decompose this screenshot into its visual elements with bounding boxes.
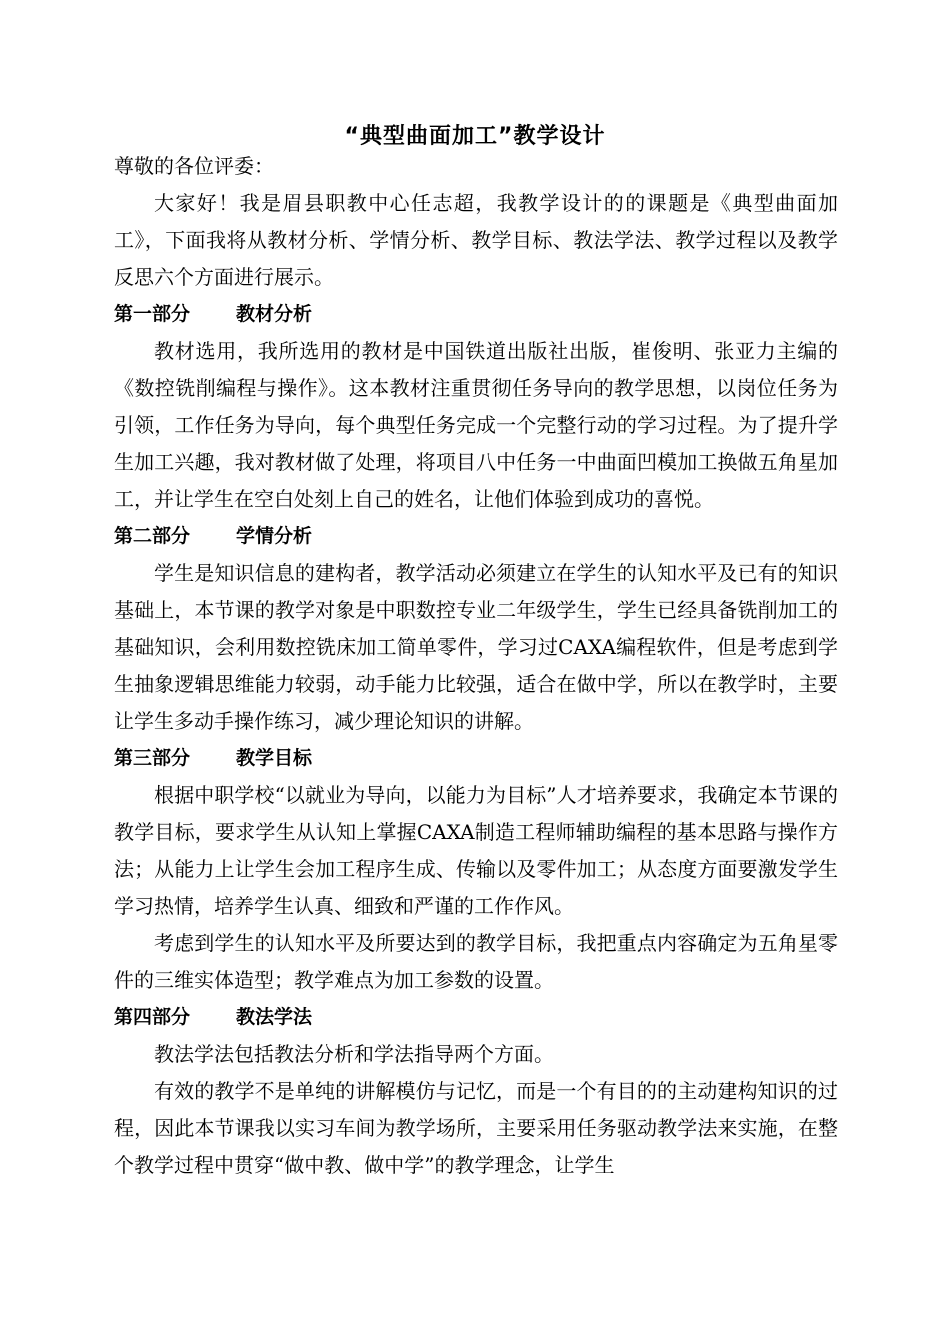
- section-label: 第四部分: [114, 1006, 191, 1028]
- section-title: 学情分析: [236, 525, 313, 547]
- section-heading-4: [114, 999, 838, 1036]
- document-body: [114, 148, 838, 1184]
- section-label: 第三部分: [114, 747, 191, 769]
- section-title: 教学目标: [236, 747, 313, 769]
- section-title: 教法学法: [236, 1006, 313, 1028]
- section-label: 第二部分: [114, 525, 191, 547]
- section-4-paragraph: 教法学法包括教法分析和学法指导两个方面。: [154, 1042, 554, 1066]
- section-heading-3: [114, 740, 838, 777]
- salutation: 尊敬的各位评委：: [114, 154, 274, 178]
- section-label: 第一部分: [114, 303, 191, 325]
- section-1-paragraph: 教材选用，我所选用的教材是中国铁道出版社出版，崔俊明、张亚力主编的《数控铣削编程与操作》。这本教材注重贯彻任务导向的教学思想，以岗位任务为引领，工作任务为导向，每个典型任务完成一个完整行动的学习过程。为了提升学生加工兴趣，我对教材做了处理，将项目八中任务一中曲面凹模加工换做五角星加工，并让学生在空白处刻上自己的姓名，让他们体验到成功的喜悦。: [114, 339, 838, 511]
- section-3-paragraph: 根据中职学校“以就业为导向，以能力为目标”人才培养要求，我确定本节课的教学目标，要求学生从认知上掌握CAXA制造工程师辅助编程的基本思路与操作方法；从能力上让学生会加工程序生成、传输以及零件加工；从态度方面要激发学生学习热情，培养学生认真、细致和严谨的工作作风。: [114, 783, 838, 918]
- section-2-paragraph: 学生是知识信息的建构者，教学活动必须建立在学生的认知水平及已有的知识基础上，本节课的教学对象是中职数控专业二年级学生，学生已经具备铣削加工的基础知识，会利用数控铣床加工简单零件，学习过CAXA编程软件，但是考虑到学生抽象逻辑思维能力较弱，动手能力比较强，适合在做中学，所以在教学时，主要让学生多动手操作练习，减少理论知识的讲解。: [114, 561, 838, 733]
- section-3-paragraph: 考虑到学生的认知水平及所要达到的教学目标，我把重点内容确定为五角星零件的三维实体造型；教学难点为加工参数的设置。: [114, 931, 838, 992]
- section-heading-2: [114, 518, 838, 555]
- section-4-paragraph: 有效的教学不是单纯的讲解模仿与记忆，而是一个有目的的主动建构知识的过程，因此本节课我以实习车间为教学场所，主要采用任务驱动教学法来实施，在整个教学过程中贯穿“做中教、做中学”的教学理念，让学生: [114, 1079, 838, 1177]
- document-title: “典型曲面加工”教学设计: [344, 124, 606, 149]
- section-heading-1: [114, 296, 838, 333]
- intro-paragraph: 大家好！我是眉县职教中心任志超，我教学设计的的课题是《典型曲面加工》，下面我将从教材分析、学情分析、教学目标、教法学法、教学过程以及教学反思六个方面进行展示。: [114, 191, 838, 289]
- section-title: 教材分析: [236, 303, 313, 325]
